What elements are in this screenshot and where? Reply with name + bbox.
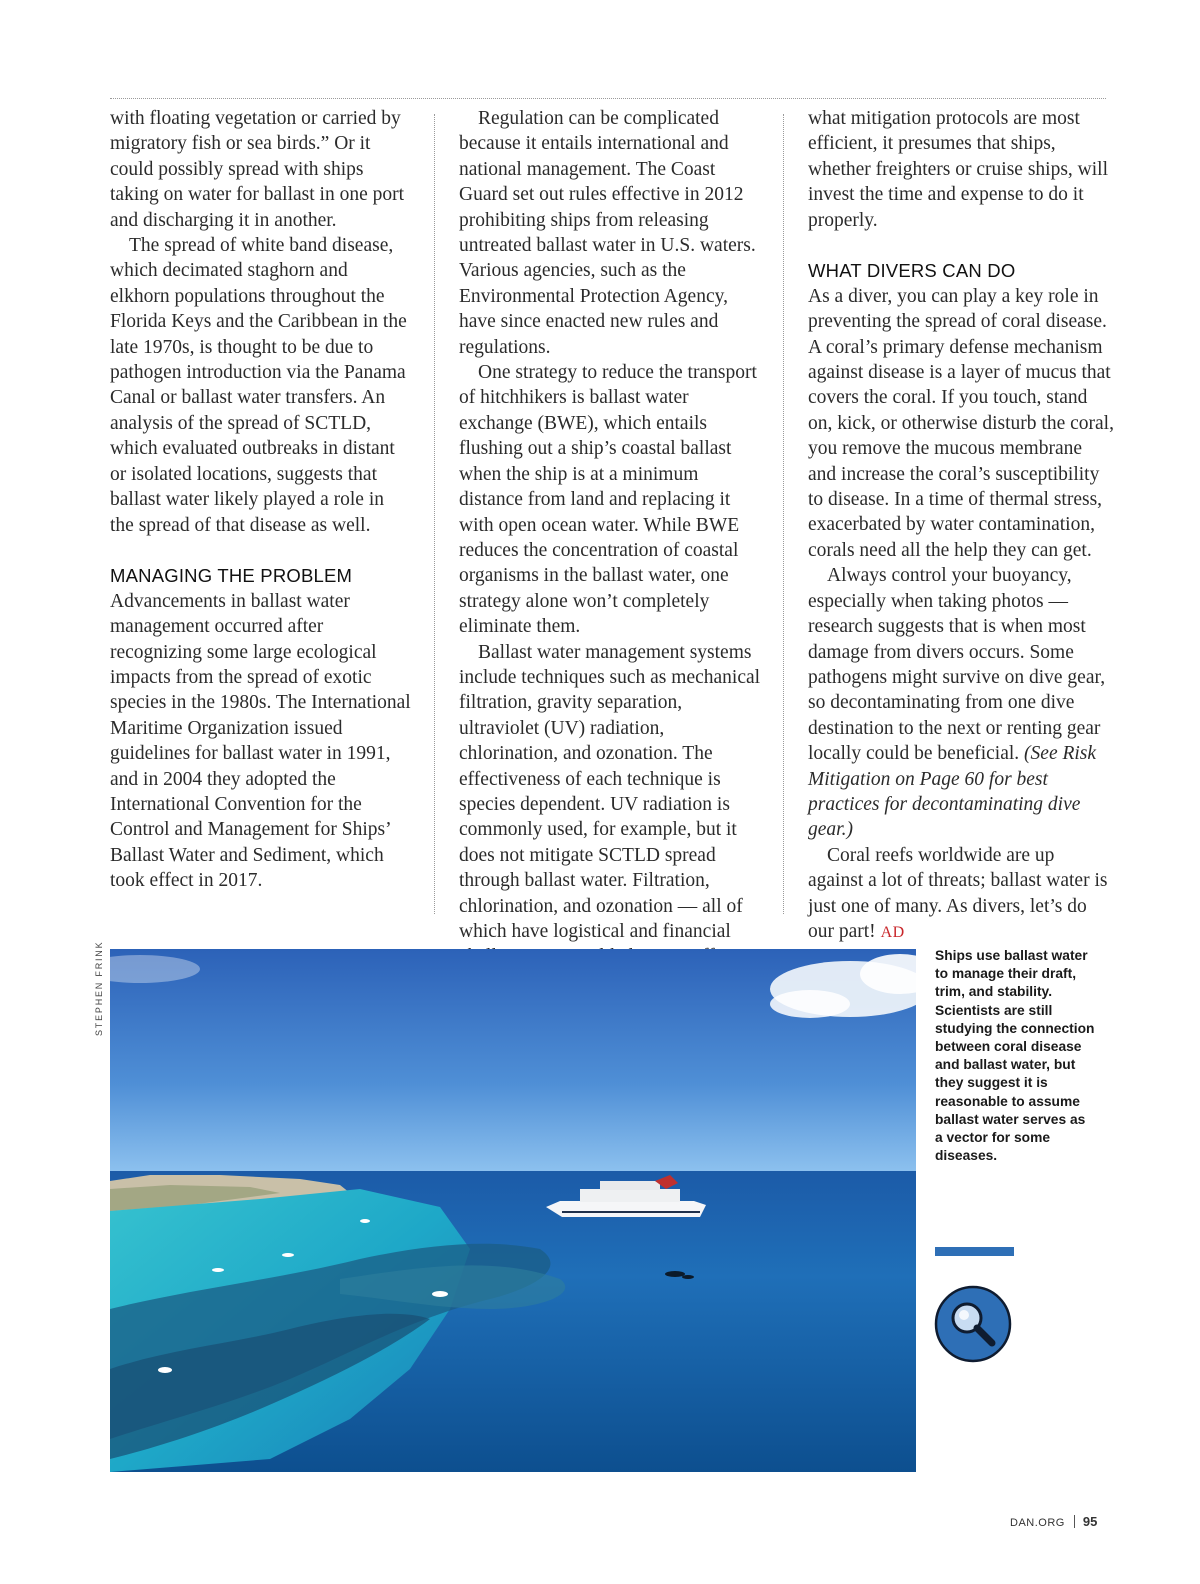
column-divider <box>434 114 435 914</box>
top-dotted-rule <box>110 98 1106 99</box>
paragraph: Regulation can be complicated because it entails international and national management. The Coast Guard set out rules effective in 2012 prohibiting ships from releasing untreated ballast water in U.S. waters. Various agencies, such as the Environmental Protection Agency, have since enacted new rules and regulations. <box>459 108 756 358</box>
column-divider <box>783 114 784 914</box>
paragraph: One strategy to reduce the transport of hitchhikers is ballast water exchange (BWE), which entails flushing out a ship’s coastal ballast when the ship is at a minimum distance from land and replacing it with open ocean water. While BWE reduces the concentration of coastal organisms in the ballast water, one strategy alone won’t completely eliminate them. <box>459 362 757 638</box>
photo-caption: Ships use ballast water to manage their draft, trim, and stability. Scientists are still studying the connection between coral disease and ballast water, but they suggest it is reasonable to assume ballast water serves as a vector for some diseases. <box>935 948 1095 1164</box>
aerial-photo-cruise-ship <box>110 949 916 1472</box>
section-heading-divers: WHAT DIVERS CAN DO <box>808 260 1016 282</box>
article-column-3 <box>808 106 1114 945</box>
footer-divider <box>1074 1515 1075 1528</box>
paragraph: with floating vegetation or carried by migratory fish or sea birds.” Or it could possibly spread with ships taking on water for ballast in one port and discharging it in another. <box>110 108 405 231</box>
paragraph-text: Always control your buoyancy, especially when taking photos — research suggests that is when most damage from divers occurs. Some pathogens might survive on dive gear, so decontaminating from one dive destination to the next or renting gear locally could be beneficial. <box>808 565 1106 765</box>
magnifier-icon <box>934 1285 1012 1363</box>
page-number: 95 <box>1082 1514 1098 1529</box>
paragraph: As a diver, you can play a key role in preventing the spread of coral disease. A coral’s primary defense mechanism against disease is a layer of mucus that covers the coral. If you touch, stand on, kick, or otherwise disturb the coral, you remove the mucous membrane and increase the coral’s susceptibility to disease. In a time of thermal stress, exacerbated by water contamination, corals need all the help they can get. <box>808 285 1114 561</box>
paragraph <box>808 843 1114 946</box>
site-name: DAN.ORG <box>1010 1517 1065 1529</box>
paragraph: The spread of white band disease, which decimated staghorn and elkhorn populations throughout the Florida Keys and the Caribbean in the late 1970s, is thought to be due to pathogen introduction via the Panama Canal or ballast water transfers. An analysis of the spread of SCTLD, which evaluated outbreaks in distant or isolated locations, suggests that ballast water likely played a role in the spread of that disease as well. <box>110 235 407 536</box>
page-footer <box>1010 1513 1110 1531</box>
cross-reference-note: (See Risk Mitigation on Page 60 for best practices for decontaminating dive gear.) <box>808 743 1097 841</box>
section-heading-managing: MANAGING THE PROBLEM <box>110 565 353 587</box>
paragraph: what mitigation protocols are most efficient, it presumes that ships, whether freighters or cruise ships, will invest the time and expense to do it properly. <box>808 108 1109 231</box>
article-column-2 <box>459 106 762 995</box>
paragraph: Advancements in ballast water management occurred after recognizing some large ecological impacts from the spread of exotic species in the 1980s. The International Maritime Organization issued guidelines for ballast water in 1991, and in 2004 they adopted the International Convention for the Control and Management for Ships’ Ballast Water and Sediment, which took effect in 2017. <box>110 590 411 892</box>
paragraph <box>808 563 1114 842</box>
caption-accent-bar <box>935 1247 1014 1256</box>
article-column-1 <box>110 106 412 894</box>
paragraph-text: Coral reefs worldwide are up against a lot of threats; ballast water is just one of many. As divers, let’s do our part! <box>808 844 1108 942</box>
end-of-article-mark: AD <box>880 923 905 941</box>
paragraph: Ballast water management systems include techniques such as mechanical filtration, gravity separation, ultraviolet (UV) radiation, chlorination, and ozonation. The effectiveness of each technique is species dependent. UV radiation is commonly used, for example, but it does not mitigate SCTLD spread through ballast water. Filtration, chlorination, and ozonation — all of which have logistical and financial <box>459 641 761 942</box>
photo-credit: STEPHEN FRINK <box>94 940 104 1036</box>
